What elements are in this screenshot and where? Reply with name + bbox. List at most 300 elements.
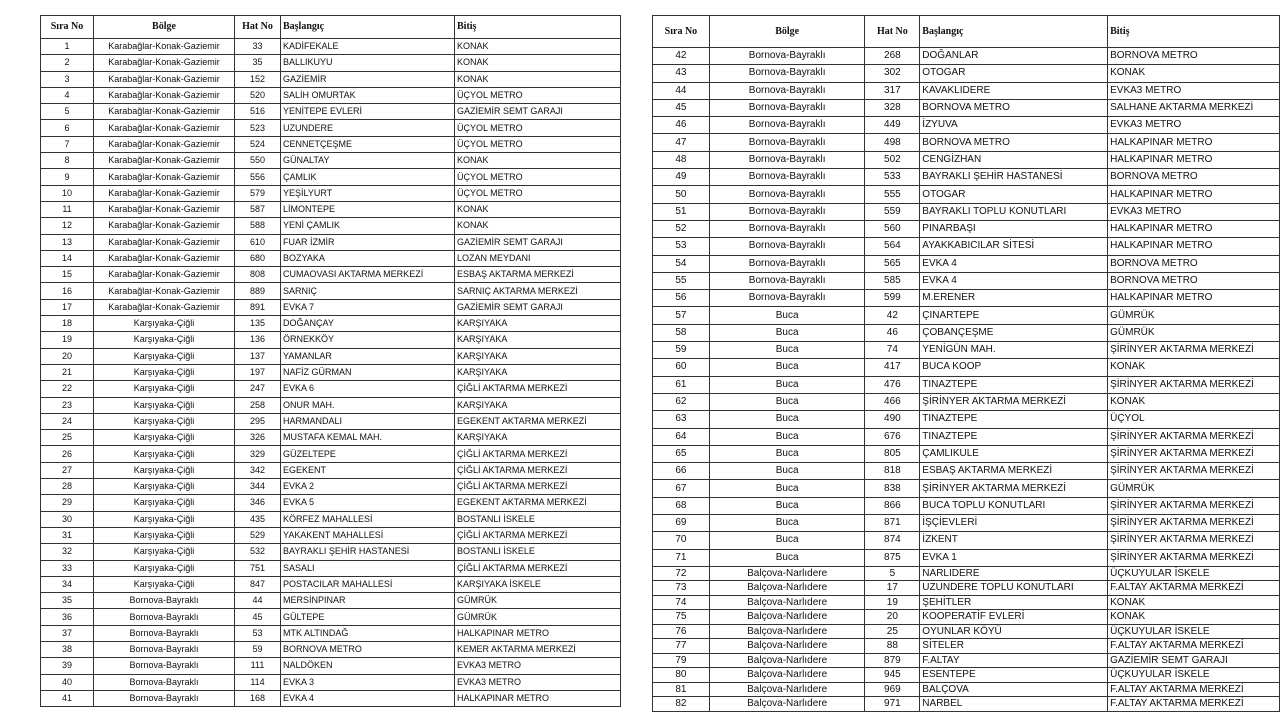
table-row [653,255,1280,272]
cell-baslangic: YENİTEPE EVLERİ [281,104,455,120]
cell-bitis: BOSTANLI İSKELE [455,544,621,560]
cell-bolge: Balçova-Narlıdere [709,668,865,683]
cell-sira-no: 1 [41,39,94,55]
cell-bolge: Bornova-Bayraklı [709,203,865,220]
cell-sira-no: 75 [653,610,710,625]
cell-baslangic: EVKA 1 [920,549,1108,566]
cell-baslangic: HARMANDALI [281,413,455,429]
cell-sira-no: 18 [41,316,94,332]
header-bitis: Bitiş [1108,16,1280,48]
cell-baslangic: KADİFEKALE [281,39,455,55]
cell-baslangic: YENİ ÇAMLIK [281,218,455,234]
cell-bolge: Karabağlar-Konak-Gaziemir [94,299,235,315]
cell-baslangic: FUAR İZMİR [281,234,455,250]
cell-baslangic: BORNOVA METRO [281,641,455,657]
cell-bitis: KEMER AKTARMA MERKEZİ [455,641,621,657]
cell-bitis: F.ALTAY AKTARMA MERKEZİ [1108,682,1280,697]
cell-sira-no: 82 [653,697,710,712]
cell-sira-no: 74 [653,595,710,610]
table-row [653,238,1280,255]
cell-sira-no: 56 [653,290,710,307]
table-row [653,463,1280,480]
route-table-right [652,15,1280,712]
cell-baslangic: BAYRAKLI TOPLU KONUTLARI [920,203,1108,220]
cell-hat-no: 111 [235,658,281,674]
cell-hat-no: 302 [865,65,920,82]
table-header-row [41,16,621,39]
cell-bolge: Karşıyaka-Çiğli [94,430,235,446]
cell-baslangic: UZUNDERE TOPLU KONUTLARI [920,581,1108,596]
cell-hat-no: 866 [865,497,920,514]
cell-bolge: Karabağlar-Konak-Gaziemir [94,218,235,234]
cell-bolge: Buca [709,549,865,566]
cell-sira-no: 61 [653,376,710,393]
cell-hat-no: 35 [235,55,281,71]
cell-bitis: EVKA3 METRO [1108,117,1280,134]
cell-baslangic: ŞEHİTLER [920,595,1108,610]
cell-bolge: Karabağlar-Konak-Gaziemir [94,120,235,136]
table-row [41,120,621,136]
table-row [653,515,1280,532]
cell-baslangic: EVKA 4 [281,690,455,706]
cell-sira-no: 73 [653,581,710,596]
cell-baslangic: NARLIDERE [920,566,1108,581]
cell-bitis: ÜÇYOL METRO [455,136,621,152]
cell-baslangic: TINAZTEPE [920,376,1108,393]
cell-baslangic: M.ERENER [920,290,1108,307]
cell-bolge: Buca [709,342,865,359]
cell-hat-no: 317 [865,82,920,99]
cell-bitis: GAZİEMİR SEMT GARAJI [1108,653,1280,668]
cell-bitis: BORNOVA METRO [1108,48,1280,65]
cell-hat-no: 523 [235,120,281,136]
cell-bolge: Buca [709,515,865,532]
cell-baslangic: EVKA 7 [281,299,455,315]
cell-hat-no: 971 [865,697,920,712]
cell-sira-no: 4 [41,87,94,103]
cell-sira-no: 28 [41,479,94,495]
cell-bolge: Karşıyaka-Çiğli [94,560,235,576]
cell-bitis: HALKAPINAR METRO [1108,151,1280,168]
cell-hat-no: 891 [235,299,281,315]
cell-bolge: Bornova-Bayraklı [709,134,865,151]
table-row [41,544,621,560]
table-row [41,234,621,250]
cell-sira-no: 21 [41,364,94,380]
cell-sira-no: 52 [653,220,710,237]
header-hat-no: Hat No [235,16,281,39]
header-bolge: Bölge [94,16,235,39]
cell-bolge: Balçova-Narlıdere [709,566,865,581]
cell-hat-no: 5 [865,566,920,581]
cell-sira-no: 39 [41,658,94,674]
cell-sira-no: 14 [41,250,94,266]
cell-hat-no: 344 [235,479,281,495]
cell-baslangic: BAYRAKLI ŞEHİR HASTANESİ [920,169,1108,186]
cell-sira-no: 30 [41,511,94,527]
cell-hat-no: 751 [235,560,281,576]
cell-bolge: Karşıyaka-Çiğli [94,364,235,380]
cell-bolge: Bornova-Bayraklı [709,272,865,289]
cell-bitis: ŞİRİNYER AKTARMA MERKEZİ [1108,497,1280,514]
cell-bitis: ESBAŞ AKTARMA MERKEZİ [455,267,621,283]
cell-hat-no: 945 [865,668,920,683]
cell-bitis: ÜÇYOL [1108,411,1280,428]
table-row [41,658,621,674]
cell-bitis: GÜMRÜK [1108,324,1280,341]
cell-hat-no: 516 [235,104,281,120]
cell-bolge: Karşıyaka-Çiğli [94,511,235,527]
cell-hat-no: 587 [235,201,281,217]
table-row [41,527,621,543]
cell-bolge: Balçova-Narlıdere [709,697,865,712]
cell-baslangic: PINARBAŞI [920,220,1108,237]
cell-bolge: Bornova-Bayraklı [709,186,865,203]
cell-bolge: Bornova-Bayraklı [709,65,865,82]
cell-baslangic: BUCA KOOP [920,359,1108,376]
cell-hat-no: 599 [865,290,920,307]
cell-sira-no: 26 [41,446,94,462]
cell-bitis: SALHANE AKTARMA MERKEZİ [1108,99,1280,116]
table-row [653,393,1280,410]
cell-bitis: KONAK [455,218,621,234]
cell-hat-no: 808 [235,267,281,283]
cell-bitis: ÇİĞLİ AKTARMA MERKEZİ [455,462,621,478]
cell-sira-no: 6 [41,120,94,136]
table-row [41,397,621,413]
cell-sira-no: 34 [41,576,94,592]
cell-hat-no: 490 [865,411,920,428]
route-table-left [40,15,621,707]
table-row [653,682,1280,697]
table-row [41,430,621,446]
table-row [653,639,1280,654]
cell-bolge: Bornova-Bayraklı [94,593,235,609]
cell-baslangic: KAVAKLIDERE [920,82,1108,99]
table-row [41,55,621,71]
cell-bitis: ÜÇYOL METRO [455,185,621,201]
cell-sira-no: 8 [41,153,94,169]
cell-bolge: Bornova-Bayraklı [709,82,865,99]
cell-sira-no: 67 [653,480,710,497]
cell-hat-no: 328 [865,99,920,116]
table-row [41,283,621,299]
cell-hat-no: 874 [865,532,920,549]
cell-hat-no: 46 [865,324,920,341]
cell-bolge: Bornova-Bayraklı [94,609,235,625]
table-row [653,203,1280,220]
cell-hat-no: 555 [865,186,920,203]
cell-sira-no: 81 [653,682,710,697]
cell-sira-no: 33 [41,560,94,576]
cell-bolge: Balçova-Narlıdere [709,624,865,639]
table-row [653,697,1280,712]
cell-baslangic: TINAZTEPE [920,411,1108,428]
cell-bolge: Karşıyaka-Çiğli [94,413,235,429]
table-row [653,307,1280,324]
cell-hat-no: 532 [235,544,281,560]
cell-bitis: KONAK [1108,65,1280,82]
table-row [41,364,621,380]
cell-sira-no: 3 [41,71,94,87]
table-row [653,290,1280,307]
cell-bolge: Karşıyaka-Çiğli [94,381,235,397]
cell-bolge: Bornova-Bayraklı [709,117,865,134]
cell-baslangic: İZKENT [920,532,1108,549]
cell-baslangic: İZYUVA [920,117,1108,134]
cell-bitis: SARNIÇ AKTARMA MERKEZİ [455,283,621,299]
cell-sira-no: 71 [653,549,710,566]
cell-sira-no: 64 [653,428,710,445]
cell-baslangic: CUMAOVASI AKTARMA MERKEZİ [281,267,455,283]
cell-bitis: KONAK [455,201,621,217]
cell-bolge: Balçova-Narlıdere [709,682,865,697]
cell-bolge: Karabağlar-Konak-Gaziemir [94,87,235,103]
cell-bitis: BORNOVA METRO [1108,169,1280,186]
cell-bitis: KARŞIYAKA [455,397,621,413]
cell-sira-no: 31 [41,527,94,543]
cell-bolge: Karabağlar-Konak-Gaziemir [94,267,235,283]
cell-bitis: ÜÇYOL METRO [455,87,621,103]
table-row [41,495,621,511]
cell-hat-no: 258 [235,397,281,413]
table-row [41,674,621,690]
table-row [41,136,621,152]
table-row [653,324,1280,341]
cell-sira-no: 55 [653,272,710,289]
table-body-right [653,48,1280,712]
table-row [41,39,621,55]
cell-bolge: Buca [709,307,865,324]
table-row [41,511,621,527]
cell-baslangic: BORNOVA METRO [920,99,1108,116]
cell-bolge: Buca [709,532,865,549]
cell-baslangic: OTOGAR [920,65,1108,82]
cell-sira-no: 72 [653,566,710,581]
cell-hat-no: 838 [865,480,920,497]
cell-sira-no: 40 [41,674,94,690]
cell-hat-no: 74 [865,342,920,359]
cell-hat-no: 879 [865,653,920,668]
cell-baslangic: NAFİZ GÜRMAN [281,364,455,380]
cell-baslangic: BAYRAKLI ŞEHİR HASTANESİ [281,544,455,560]
cell-bitis: ŞİRİNYER AKTARMA MERKEZİ [1108,463,1280,480]
cell-hat-no: 466 [865,393,920,410]
cell-hat-no: 610 [235,234,281,250]
cell-bolge: Bornova-Bayraklı [94,641,235,657]
cell-baslangic: BALÇOVA [920,682,1108,697]
cell-hat-no: 560 [865,220,920,237]
table-row [41,462,621,478]
cell-bolge: Balçova-Narlıdere [709,581,865,596]
table-row [653,445,1280,462]
cell-sira-no: 77 [653,639,710,654]
cell-sira-no: 38 [41,641,94,657]
cell-baslangic: İŞÇİEVLERİ [920,515,1108,532]
table-row [653,82,1280,99]
cell-bitis: ŞİRİNYER AKTARMA MERKEZİ [1108,532,1280,549]
cell-hat-no: 329 [235,446,281,462]
cell-hat-no: 871 [865,515,920,532]
cell-sira-no: 2 [41,55,94,71]
table-row [653,668,1280,683]
table-row [653,220,1280,237]
table-row [41,641,621,657]
cell-bitis: BOSTANLI İSKELE [455,511,621,527]
cell-hat-no: 44 [235,593,281,609]
cell-baslangic: EVKA 6 [281,381,455,397]
cell-baslangic: ŞİRİNYER AKTARMA MERKEZİ [920,480,1108,497]
cell-hat-no: 520 [235,87,281,103]
cell-bitis: HALKAPINAR METRO [1108,134,1280,151]
cell-sira-no: 7 [41,136,94,152]
table-body-left [41,39,621,707]
cell-bitis: KONAK [1108,359,1280,376]
table-row [653,549,1280,566]
cell-bitis: KARŞIYAKA [455,316,621,332]
cell-baslangic: ÇINARTEPE [920,307,1108,324]
cell-sira-no: 48 [653,151,710,168]
cell-hat-no: 805 [865,445,920,462]
cell-hat-no: 559 [865,203,920,220]
cell-baslangic: KÖRFEZ MAHALLESİ [281,511,455,527]
cell-bolge: Buca [709,463,865,480]
cell-baslangic: GÜLTEPE [281,609,455,625]
table-row [41,576,621,592]
cell-bitis: ÜÇKUYULAR İSKELE [1108,624,1280,639]
table-row [41,250,621,266]
cell-hat-no: 676 [865,428,920,445]
cell-baslangic: MUSTAFA KEMAL MAH. [281,430,455,446]
table-row [41,609,621,625]
cell-bitis: EVKA3 METRO [1108,203,1280,220]
table-row [653,359,1280,376]
cell-bolge: Karabağlar-Konak-Gaziemir [94,250,235,266]
cell-bolge: Karabağlar-Konak-Gaziemir [94,55,235,71]
cell-sira-no: 12 [41,218,94,234]
cell-bitis: KONAK [455,153,621,169]
cell-bolge: Buca [709,324,865,341]
cell-bolge: Bornova-Bayraklı [94,625,235,641]
table-row [653,65,1280,82]
cell-bolge: Bornova-Bayraklı [94,674,235,690]
cell-bitis: ŞİRİNYER AKTARMA MERKEZİ [1108,549,1280,566]
cell-bolge: Balçova-Narlıdere [709,610,865,625]
cell-sira-no: 41 [41,690,94,706]
cell-bitis: KARŞIYAKA [455,332,621,348]
cell-sira-no: 70 [653,532,710,549]
cell-sira-no: 13 [41,234,94,250]
table-row [41,87,621,103]
cell-sira-no: 29 [41,495,94,511]
cell-hat-no: 564 [865,238,920,255]
cell-baslangic: MTK ALTINDAĞ [281,625,455,641]
cell-bolge: Buca [709,411,865,428]
cell-sira-no: 50 [653,186,710,203]
cell-bolge: Karşıyaka-Çiğli [94,348,235,364]
table-row [653,428,1280,445]
cell-bitis: KONAK [1108,610,1280,625]
table-row [41,381,621,397]
cell-sira-no: 25 [41,430,94,446]
cell-hat-no: 449 [865,117,920,134]
cell-sira-no: 53 [653,238,710,255]
cell-baslangic: YAMANLAR [281,348,455,364]
cell-baslangic: OTOGAR [920,186,1108,203]
cell-bolge: Karabağlar-Konak-Gaziemir [94,136,235,152]
cell-sira-no: 46 [653,117,710,134]
cell-bitis: GAZİEMİR SEMT GARAJI [455,104,621,120]
table-row [653,581,1280,596]
cell-baslangic: AYAKKABICILAR SİTESİ [920,238,1108,255]
table-row [41,560,621,576]
cell-baslangic: SİTELER [920,639,1108,654]
cell-hat-no: 585 [865,272,920,289]
cell-bolge: Karşıyaka-Çiğli [94,527,235,543]
table-row [653,99,1280,116]
cell-bitis: F.ALTAY AKTARMA MERKEZİ [1108,581,1280,596]
cell-bolge: Buca [709,480,865,497]
cell-hat-no: 476 [865,376,920,393]
cell-bitis: ÇİĞLİ AKTARMA MERKEZİ [455,479,621,495]
cell-sira-no: 80 [653,668,710,683]
cell-hat-no: 818 [865,463,920,480]
table-row [41,413,621,429]
table-row [653,610,1280,625]
cell-bolge: Bornova-Bayraklı [709,169,865,186]
cell-hat-no: 53 [235,625,281,641]
cell-bitis: EGEKENT AKTARMA MERKEZİ [455,495,621,511]
header-bolge: Bölge [709,16,865,48]
cell-bolge: Balçova-Narlıdere [709,595,865,610]
cell-bitis: GÜMRÜK [1108,307,1280,324]
table-row [41,446,621,462]
cell-sira-no: 27 [41,462,94,478]
cell-bolge: Karşıyaka-Çiğli [94,479,235,495]
cell-sira-no: 62 [653,393,710,410]
cell-sira-no: 17 [41,299,94,315]
table-row [653,532,1280,549]
cell-sira-no: 36 [41,609,94,625]
cell-bolge: Karabağlar-Konak-Gaziemir [94,71,235,87]
cell-baslangic: ESBAŞ AKTARMA MERKEZİ [920,463,1108,480]
cell-baslangic: BALLIKUYU [281,55,455,71]
cell-bitis: GAZİEMİR SEMT GARAJI [455,234,621,250]
cell-bolge: Balçova-Narlıdere [709,639,865,654]
cell-baslangic: SALİH OMURTAK [281,87,455,103]
cell-sira-no: 43 [653,65,710,82]
cell-bolge: Balçova-Narlıdere [709,653,865,668]
header-sira-no: Sıra No [653,16,710,48]
cell-sira-no: 35 [41,593,94,609]
cell-hat-no: 135 [235,316,281,332]
cell-sira-no: 5 [41,104,94,120]
table-row [653,186,1280,203]
header-baslangic: Başlangıç [281,16,455,39]
header-sira-no: Sıra No [41,16,94,39]
table-row [653,480,1280,497]
table-row [653,653,1280,668]
cell-hat-no: 498 [865,134,920,151]
cell-bolge: Bornova-Bayraklı [94,658,235,674]
table-row [41,332,621,348]
table-row [653,411,1280,428]
cell-hat-no: 59 [235,641,281,657]
cell-bitis: ÜÇKUYULAR İSKELE [1108,566,1280,581]
cell-bitis: BORNOVA METRO [1108,255,1280,272]
cell-baslangic: EVKA 4 [920,272,1108,289]
cell-baslangic: ŞİRİNYER AKTARMA MERKEZİ [920,393,1108,410]
